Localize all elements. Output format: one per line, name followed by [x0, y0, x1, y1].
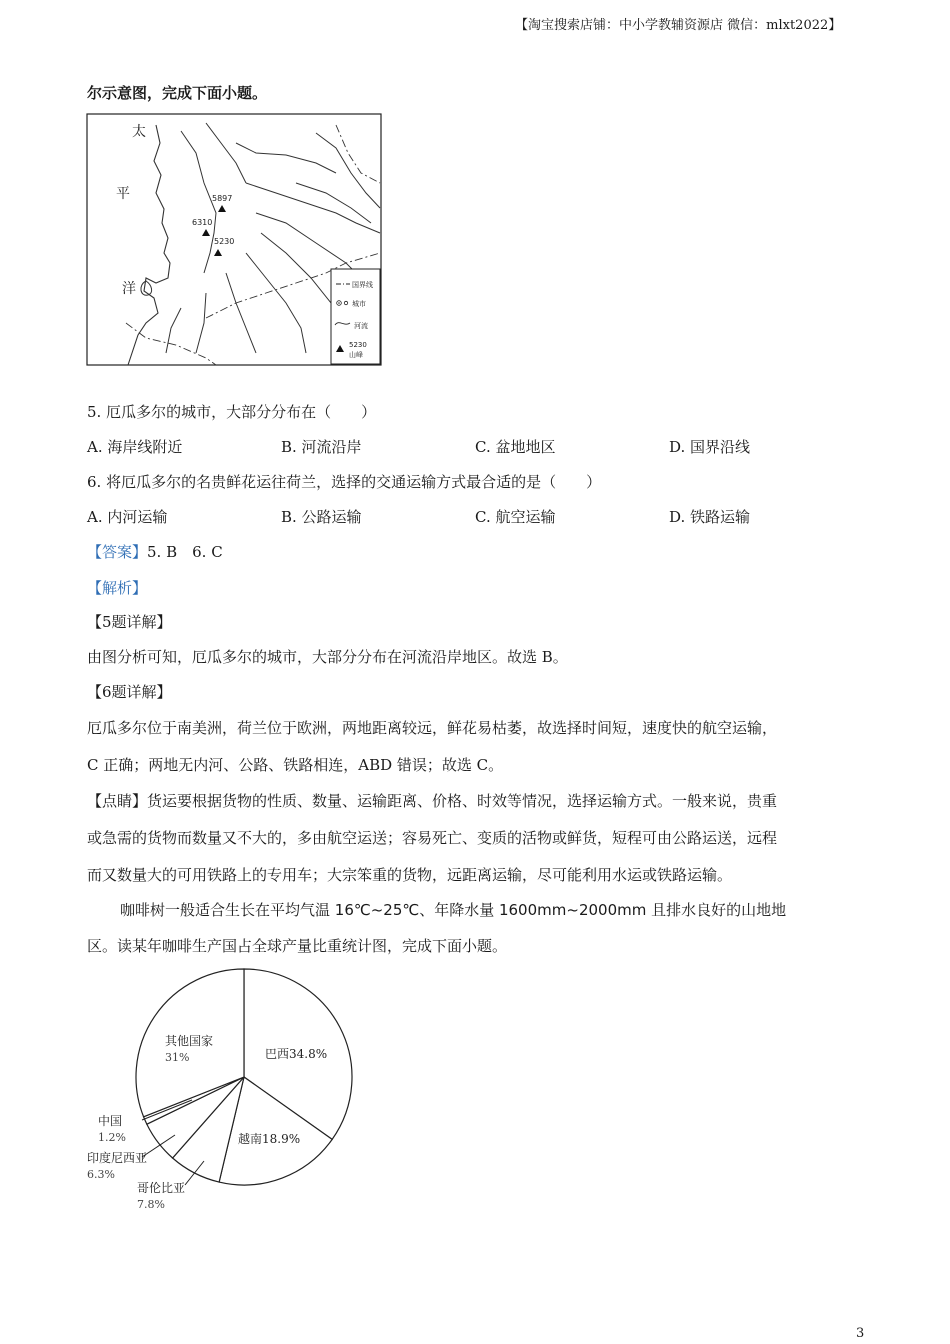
peak-elevation: 5897: [212, 194, 233, 203]
peak-elevation: 6310: [192, 218, 213, 227]
q5-detail-tag: 【5题详解】: [87, 613, 172, 631]
q6-option-d: D. 铁路运输: [669, 508, 751, 526]
note-line: 或急需的货物而数量又不大的，多由航空运送；容易死亡、变质的活物或鲜货，短程可由公路运送，远程: [87, 829, 778, 847]
slice-label-china-value: 1.2%: [98, 1131, 126, 1144]
note-tag: 【点睛】: [87, 792, 148, 810]
legend-peak-label: 山峰: [349, 351, 363, 359]
q5-option-d: D. 国界沿线: [669, 438, 751, 456]
page-header: 【淘宝搜索店铺：中小学教辅资源店 微信：mlxt2022】: [515, 18, 842, 33]
slice-label-colombia-value: 7.8%: [137, 1198, 165, 1211]
q6-option-c: C. 航空运输: [475, 508, 556, 526]
peak-elevation: 5230: [214, 237, 235, 246]
q5-option-a: A. 海岸线附近: [87, 438, 183, 456]
q5-option-c: C. 盆地地区: [475, 438, 556, 456]
ocean-char: 平: [116, 186, 130, 202]
ecuador-map: [86, 113, 382, 366]
slice-label-indonesia-name: 印度尼西亚: [87, 1151, 148, 1165]
ocean-char: 太: [132, 124, 146, 140]
slice-label-colombia-name: 哥伦比亚: [137, 1181, 186, 1195]
legend-peak-value: 5230: [349, 341, 367, 349]
page-number: 3: [856, 1326, 865, 1341]
q6-detail-line: 厄瓜多尔位于南美洲，荷兰位于欧洲，两地距离较远，鲜花易枯萎，故选择时间短，速度快的航空运输，: [87, 719, 778, 737]
note-text: 货运要根据货物的性质、数量、运输距离、价格、时效等情况，选择运输方式。一般来说，贵重: [147, 792, 778, 810]
legend-city-label: 城市: [352, 300, 366, 308]
answer-line: [87, 541, 223, 562]
note-line: [87, 790, 777, 811]
answer-tag: 【答案】: [87, 543, 148, 561]
q6-stem: 6. 将厄瓜多尔的名贵鲜花运往荷兰，选择的交通运输方式最合适的是（ ）: [87, 473, 602, 491]
q5-stem: 5. 厄瓜多尔的城市，大部分分布在（ ）: [87, 403, 377, 421]
slice-label-china-name: 中国: [98, 1114, 123, 1128]
analysis-tag: 【解析】: [87, 579, 148, 597]
coffee-pie-chart: [80, 960, 370, 1220]
legend-river-label: 河流: [354, 322, 368, 330]
slice-label-others-value: 31%: [165, 1051, 190, 1064]
q6-option-a: A. 内河运输: [87, 508, 168, 526]
slice-label-others-name: 其他国家: [165, 1034, 214, 1048]
slice-label-indonesia-value: 6.3%: [87, 1168, 115, 1181]
coffee-intro-line: 咖啡树一般适合生长在平均气温 16℃~25℃、年降水量 1600mm~2000mm 且排水良好的山地地: [120, 901, 787, 919]
q6-detail-tag: 【6题详解】: [87, 683, 172, 701]
q5-detail-text: 由图分析可知，厄瓜多尔的城市，大部分分布在河流沿岸地区。故选 B。: [87, 648, 568, 666]
note-line: 而又数量大的可用铁路上的专用车；大宗笨重的货物，远距离运输，尽可能利用水运或铁路运输。: [87, 866, 733, 884]
slice-label-vietnam: 越南18.9%: [238, 1132, 301, 1146]
intro-line: 尔示意图，完成下面小题。: [87, 84, 268, 102]
q6-detail-line: C 正确；两地无内河、公路、铁路相连，ABD 错误；故选 C。: [87, 756, 504, 774]
coffee-intro-line: 区。读某年咖啡生产国占全球产量比重统计图，完成下面小题。: [87, 937, 508, 955]
q5-option-b: B. 河流沿岸: [281, 438, 362, 456]
answer-text: 5. B 6. C: [147, 543, 223, 561]
q6-option-b: B. 公路运输: [281, 508, 362, 526]
ocean-char: 洋: [122, 281, 136, 297]
legend-border-label: 国界线: [352, 281, 373, 289]
slice-label-brazil: 巴西34.8%: [265, 1047, 328, 1061]
